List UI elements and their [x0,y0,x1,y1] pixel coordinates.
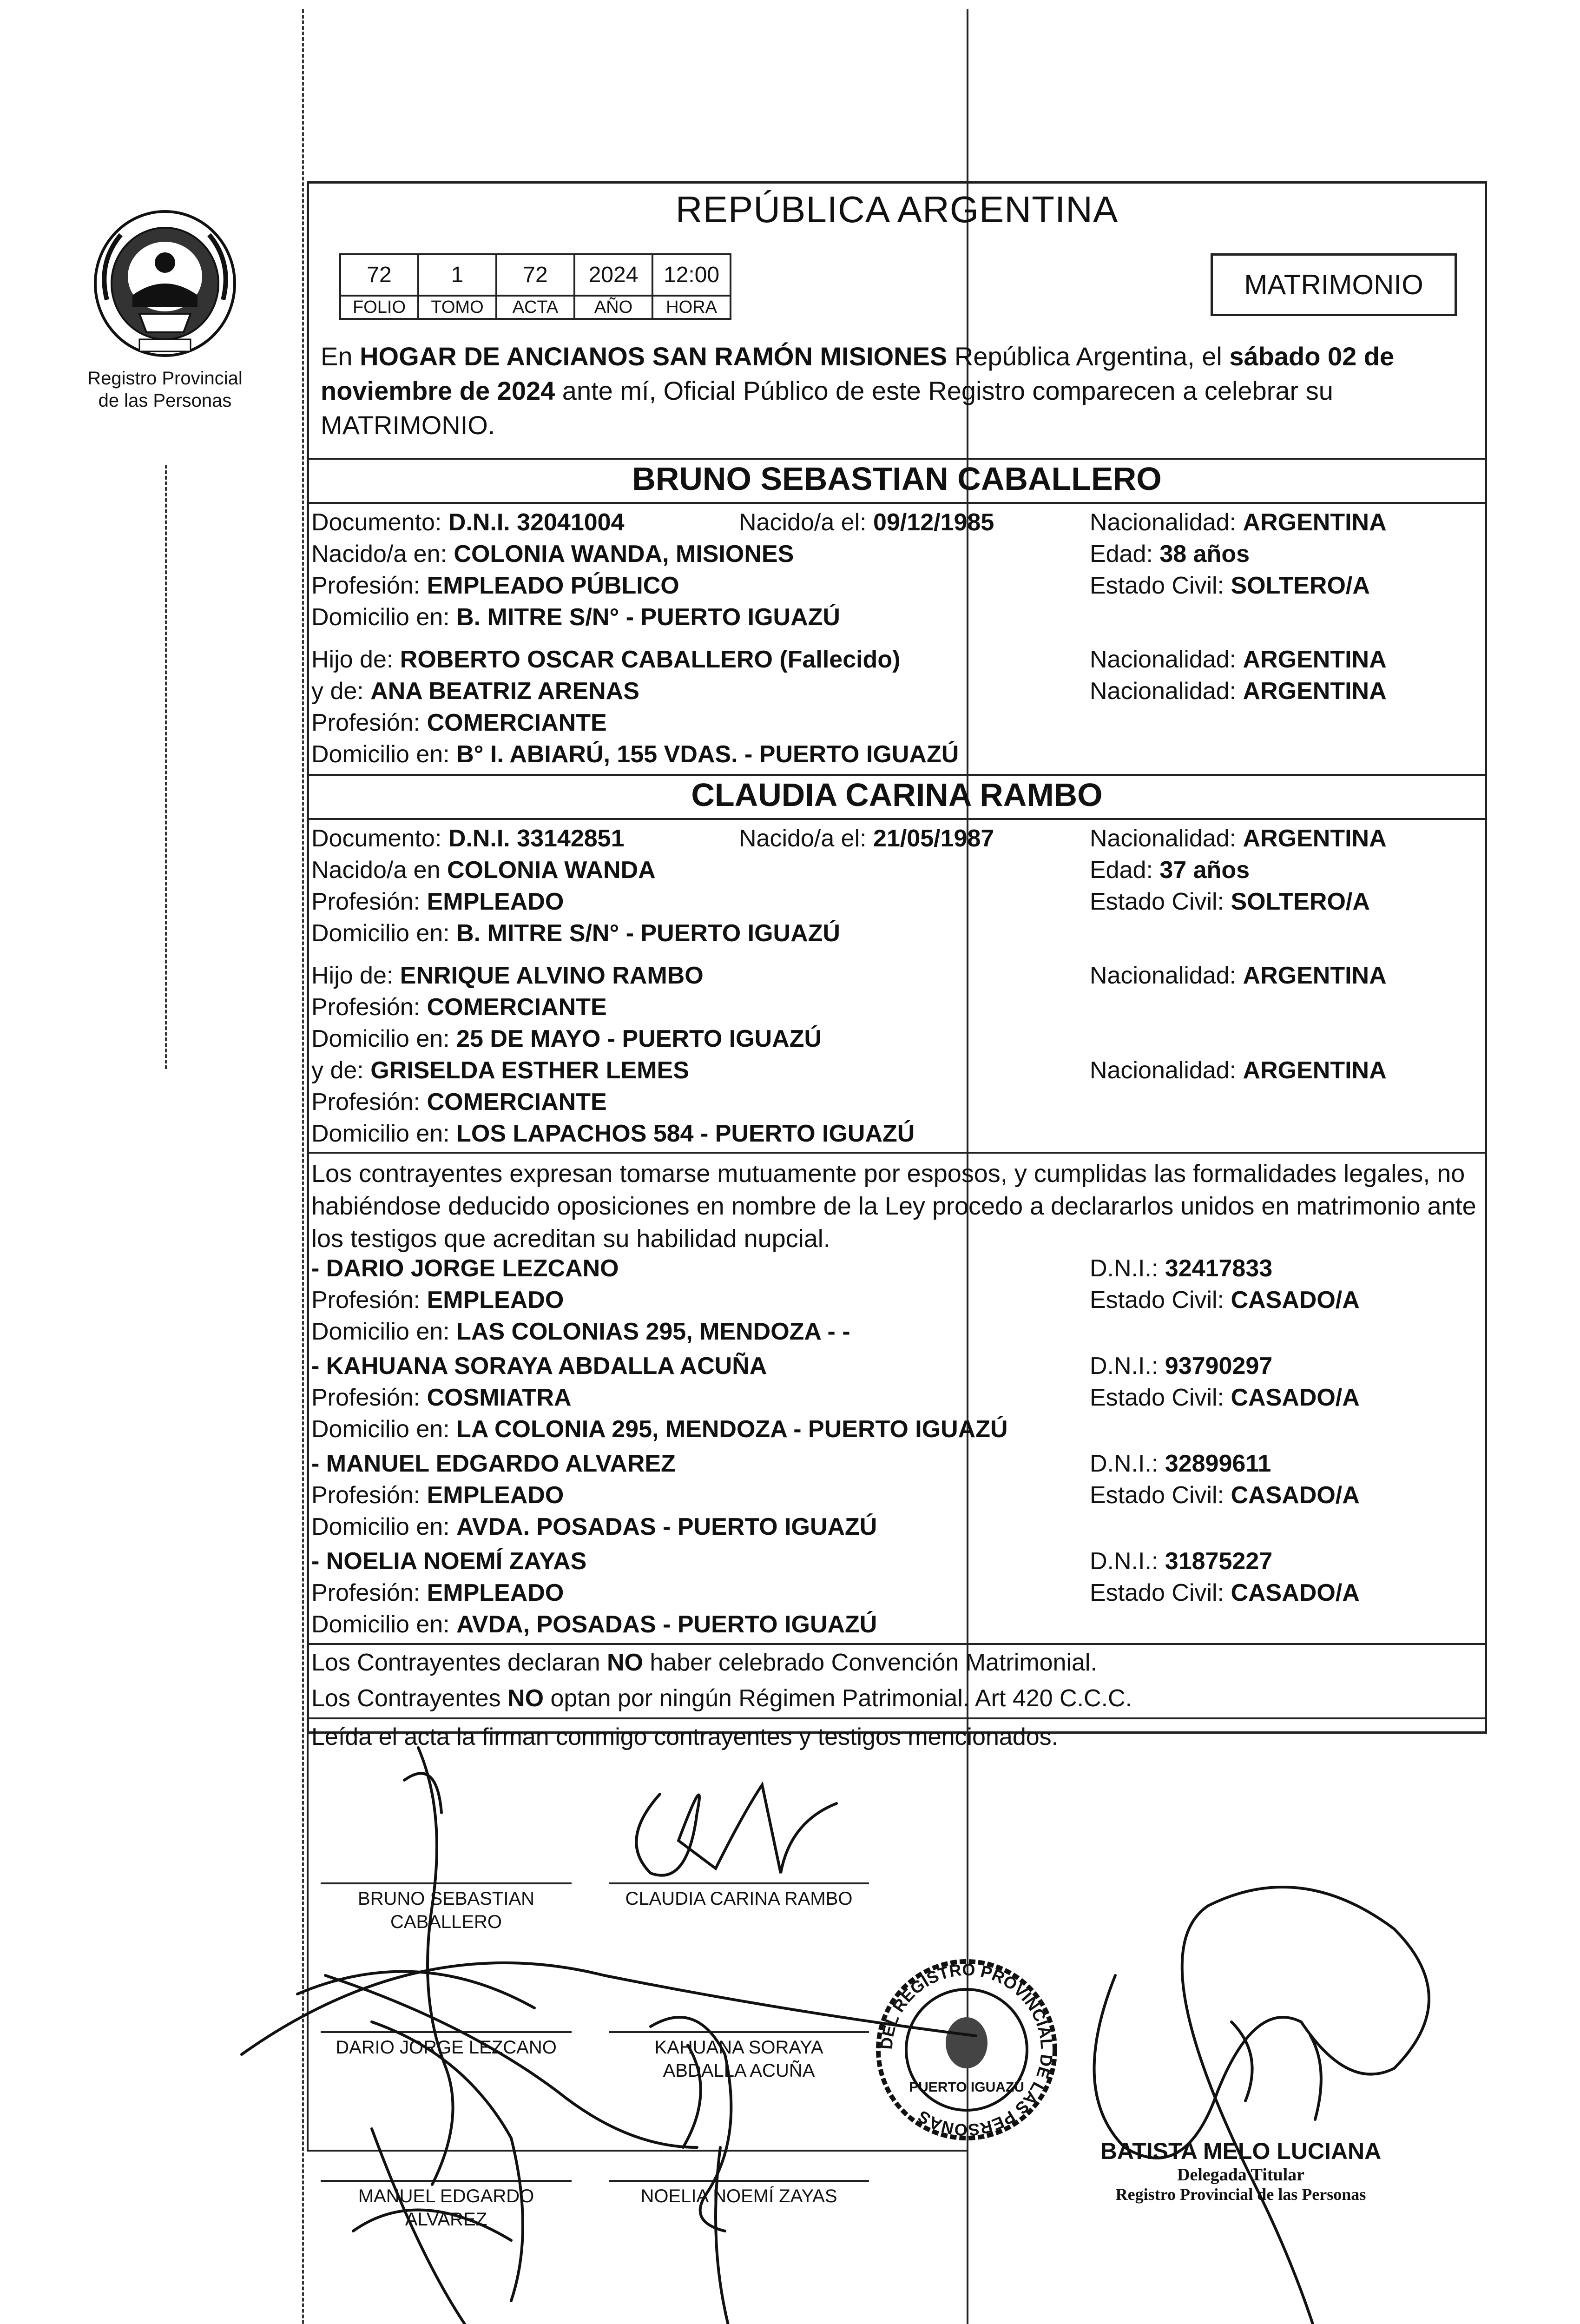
caption-line: CABALLERO [390,1912,502,1932]
tomo-value: 1 [418,254,496,296]
delegate-stamp [1078,2138,1403,2205]
signature-line [609,1882,869,1884]
value: SOLTERO/A [1231,572,1370,599]
value: GRISELDA ESTHER LEMES [370,1057,689,1084]
spouse1-civil-status [1090,572,1370,600]
label: Estado Civil: [1090,1579,1231,1606]
value: EMPLEADO [427,888,564,915]
label: Estado Civil: [1090,1482,1231,1509]
witness4-dni [1090,1548,1272,1576]
value: LAS COLONIAS 295, MENDOZA - - [456,1318,850,1345]
spouse2-document [311,825,625,853]
label: Edad: [1090,857,1160,884]
logo-caption-line: Registro Provincial [87,368,243,389]
clause-text: Los Contrayentes [311,1685,508,1712]
label: Nacido/a en: [311,541,454,568]
label: Estado Civil: [1090,572,1231,599]
hora-label: HORA [652,296,731,319]
witness4-name: - NOELIA NOEMÍ ZAYAS [311,1548,587,1575]
value: EMPLEADO [427,1579,564,1606]
tomo-label: TOMO [418,296,496,319]
label: Profesión: [311,1384,427,1411]
label: Profesión: [311,1579,427,1606]
label: Domicilio en: [311,1025,457,1052]
clause-text: Los Contrayentes declaran [311,1649,607,1676]
register-table [339,253,731,320]
label: D.N.I.: [1090,1255,1165,1282]
divider [307,1152,1487,1154]
witness2-profession [311,1384,572,1412]
hora-value: 12:00 [652,254,731,296]
witness4-home [311,1611,877,1639]
signature-line [321,1882,572,1884]
spouse2-profession [311,888,564,916]
label: Domicilio en: [311,1611,457,1638]
spouse1-age [1090,541,1250,568]
intro-text: ante mí, Oficial Público de este Registro comparecen a celebrar su MATRIMONIO. [321,376,1333,440]
witness3-civil-status [1090,1482,1360,1510]
value: ARGENTINA [1243,678,1387,705]
value: ARGENTINA [1243,962,1387,989]
label: Estado Civil: [1090,1384,1231,1411]
witness4-profession [311,1579,564,1607]
declaration-paragraph: Los contrayentes expresan tomarse mutuamente por esposos, y cumplidas las formalidades legales, no habiéndose deducido oposiciones en nombre de la Ley procedo a declararlos unidos en matrimonio ante los testigos que acreditan su habilidad nupcial. [311,1160,1476,1253]
clause-regime [311,1685,1132,1713]
caption-line: BRUNO SEBASTIAN [357,1888,535,1909]
spouse2-age [1090,857,1250,885]
signature-line [609,2180,869,2182]
value: D.N.I. 32041004 [448,509,625,536]
label: Domicilio en: [311,1120,457,1147]
label: Nacionalidad: [1090,825,1243,852]
value: ARGENTINA [1243,646,1387,673]
logo-caption [74,367,256,412]
spouse1-born [739,509,994,537]
value: COLONIA WANDA [447,857,656,884]
acta-label: ACTA [496,296,574,319]
spouse2-mother-profession [311,1089,607,1116]
label: Domicilio en: [311,1318,457,1345]
country-title: REPÚBLICA ARGENTINA [675,189,1119,230]
witness2-civil-status [1090,1384,1360,1412]
value: LA COLONIA 295, MENDOZA - PUERTO IGUAZÚ [456,1416,1008,1443]
value: CASADO/A [1231,1579,1360,1606]
value: COMERCIANTE [427,994,607,1021]
witness4-civil-status [1090,1579,1360,1607]
spouse1-mother [311,678,639,706]
value: ARGENTINA [1243,825,1387,852]
value: CASADO/A [1231,1384,1360,1411]
value: SOLTERO/A [1231,888,1370,915]
frame-bottom-edge [307,2150,967,2152]
value: 09/12/1985 [873,509,994,536]
spouse2-birthplace [311,857,656,885]
folio-value: 72 [340,254,418,296]
closing-sentence: Leída el acta la firman conmigo contrayentes y testigos mencionados. [311,1723,1059,1750]
label: Hijo de: [311,646,400,673]
label: Nacido/a en [311,857,447,884]
divider [307,818,1487,820]
spouse1-father-nationality [1090,646,1387,674]
caption-line: MANUEL EDGARDO [358,2186,534,2206]
spouse2-mother [311,1057,689,1085]
label: Nacido/a el: [739,825,874,852]
label: Profesión: [311,1482,427,1509]
value: B. MITRE S/N° - PUERTO IGUAZÚ [456,604,840,631]
spouse2-nationality [1090,825,1387,853]
act-type-box: MATRIMONIO [1211,253,1457,316]
witness3-home [311,1513,877,1541]
value: B. MITRE S/N° - PUERTO IGUAZÚ [456,920,840,947]
caption-line: ALVAREZ [405,2209,487,2230]
signature-line [321,2180,572,2182]
value: LOS LAPACHOS 584 - PUERTO IGUAZÚ [456,1120,915,1147]
intro-date: sábado 02 de noviembre de 2024 [321,342,1395,405]
witness1-home [311,1318,850,1346]
label: Nacionalidad: [1090,678,1243,705]
stamp-center-text: PUERTO IGUAZÚ [909,2080,1024,2095]
value: EMPLEADO [427,1287,564,1314]
value: ENRIQUE ALVINO RAMBO [400,962,704,989]
official-stamp-icon [874,1957,1060,2143]
intro-place: HOGAR DE ANCIANOS SAN RAMÓN MISIONES [360,342,948,371]
witness1-civil-status [1090,1287,1360,1314]
spouse1-parents-home [311,741,959,769]
witness3-dni [1090,1450,1271,1478]
spouse2-name: CLAUDIA CARINA RAMBO [691,777,1103,813]
anio-value: 2024 [574,254,652,296]
signature-line [609,2031,869,2033]
intro-paragraph [321,339,1482,442]
value: COLONIA WANDA, MISIONES [454,541,794,568]
spouse1-document [311,509,625,537]
margin-dash-line [302,9,304,2324]
label: Profesión: [311,572,427,599]
value: COMERCIANTE [427,709,607,736]
value: EMPLEADO [427,1482,564,1509]
frame-left-edge [307,1717,309,2150]
margin-dash-line [165,465,167,1069]
signature-caption-noelia: NOELIA NOEMÍ ZAYAS [640,2186,837,2206]
label: Nacionalidad: [1090,646,1243,673]
label: Edad: [1090,541,1160,568]
value: COMERCIANTE [427,1089,607,1116]
spouse2-civil-status [1090,888,1370,916]
witness3-name: - MANUEL EDGARDO ALVAREZ [311,1450,676,1477]
signature-line [321,2031,572,2033]
clause-emphasis: NO [606,1649,643,1676]
witness2-home [311,1416,1008,1444]
value: 21/05/1987 [873,825,994,852]
divider [307,1717,1487,1719]
caption-line: ABDALLA ACUÑA [663,2060,815,2081]
signature-caption-kahuana [609,2036,869,2082]
value: 32899611 [1165,1450,1271,1477]
label: Profesión: [311,888,427,915]
value: AVDA. POSADAS - PUERTO IGUAZÚ [456,1513,877,1540]
label: Domicilio en: [311,1416,457,1443]
witness1-dni [1090,1255,1272,1283]
spouse2-home [311,920,840,948]
spouse2-father [311,962,704,990]
label: Nacionalidad: [1090,1057,1243,1084]
label: D.N.I.: [1090,1450,1165,1477]
value: 93790297 [1165,1353,1273,1380]
spouse1-name: BRUNO SEBASTIAN CABALLERO [632,461,1162,497]
label: D.N.I.: [1090,1548,1165,1575]
spouse1-mother-nationality [1090,678,1387,706]
value: EMPLEADO PÚBLICO [427,572,679,599]
clause-text: optan por ningún Régimen Patrimonial. Art 420 C.C.C. [544,1685,1132,1712]
value: D.N.I. 33142851 [448,825,625,852]
spouse1-home [311,604,840,632]
signature-caption-claudia: CLAUDIA CARINA RAMBO [625,1888,853,1909]
value: ROBERTO OSCAR CABALLERO (Fallecido) [400,646,901,673]
value: CASADO/A [1231,1482,1360,1509]
spouse1-profession [311,572,679,600]
spouse2-born [739,825,994,853]
delegate-role: Delegada Titular [1177,2165,1305,2185]
spouse1-nationality [1090,509,1387,537]
spouse1-birthplace [311,541,794,568]
value: CASADO/A [1231,1287,1360,1314]
anio-label: AÑO [574,296,652,319]
label: Domicilio en: [311,920,457,947]
clause-text: haber celebrado Convención Matrimonial. [643,1649,1097,1676]
spouse2-mother-home [311,1120,915,1148]
witness2-dni [1090,1353,1272,1380]
label: D.N.I.: [1090,1353,1165,1380]
label: y de: [311,678,371,705]
value: 25 DE MAYO - PUERTO IGUAZÚ [456,1025,822,1052]
caption-line: KAHUANA SORAYA [654,2037,823,2058]
spouse1-father [311,646,900,674]
divider [307,1643,1487,1645]
folio-label: FOLIO [340,296,418,319]
value: 31875227 [1165,1548,1273,1575]
logo-caption-line: de las Personas [98,390,232,411]
signature-caption-bruno [321,1887,572,1934]
label: Nacionalidad: [1090,962,1243,989]
spouse2-father-profession [311,994,607,1022]
signature-caption-manuel [321,2185,572,2231]
value: ARGENTINA [1243,1057,1387,1084]
value: 32417833 [1165,1255,1273,1282]
label: Hijo de: [311,962,400,989]
label: Estado Civil: [1090,888,1231,915]
divider [307,458,1487,460]
divider [307,774,1487,776]
value: AVDA, POSADAS - PUERTO IGUAZÚ [456,1611,877,1638]
label: Domicilio en: [311,1513,457,1540]
divider [307,502,1487,504]
value: COSMIATRA [427,1384,572,1411]
delegate-office: Registro Provincial de las Personas [1115,2185,1366,2204]
intro-text: República Argentina, el [947,342,1230,371]
label: Nacionalidad: [1090,509,1243,536]
value: B° I. ABIARÚ, 155 VDAS. - PUERTO IGUAZÚ [456,741,959,768]
label: Documento: [311,509,448,536]
stamp-ring-text: DEL REGISTRO PROVINCIAL DE LAS PERSONAS [876,1960,1057,2140]
label: Nacido/a el: [739,509,874,536]
label: Domicilio en: [311,604,457,631]
label: Profesión: [311,994,427,1021]
clause-emphasis: NO [507,1685,544,1712]
clause-convention [311,1649,1097,1677]
value: ANA BEATRIZ ARENAS [370,678,639,705]
value: ARGENTINA [1243,509,1387,536]
label: Profesión: [311,709,427,736]
spouse1-parents-profession [311,709,607,737]
signature-caption-dario: DARIO JORGE LEZCANO [336,2037,557,2058]
delegate-name: BATISTA MELO LUCIANA [1100,2138,1382,2164]
label: Profesión: [311,1287,427,1314]
intro-text: En [321,342,360,371]
spouse2-father-home [311,1025,822,1053]
value: 37 años [1159,857,1250,884]
label: y de: [311,1057,371,1084]
witness3-profession [311,1482,564,1510]
label: Documento: [311,825,448,852]
witness2-name: - KAHUANA SORAYA ABDALLA ACUÑA [311,1353,767,1380]
witness1-name: - DARIO JORGE LEZCANO [311,1255,619,1282]
spouse2-mother-nationality [1090,1057,1387,1085]
spouse2-father-nationality [1090,962,1387,990]
label: Domicilio en: [311,741,457,768]
label: Profesión: [311,1089,427,1116]
value: 38 años [1159,541,1250,568]
acta-value: 72 [496,254,574,296]
witness1-profession [311,1287,564,1314]
label: Estado Civil: [1090,1287,1231,1314]
misiones-logo-icon [88,207,242,360]
